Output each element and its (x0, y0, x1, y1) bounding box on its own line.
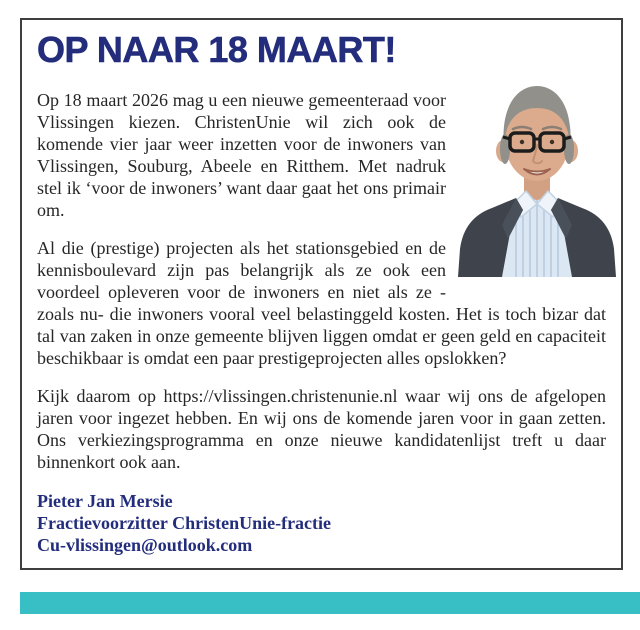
signature-email: Cu-vlissingen@outlook.com (37, 535, 253, 555)
portrait-photo (458, 77, 616, 277)
signature-name: Pieter Jan Mersie (37, 491, 173, 511)
paragraph-intro: Op 18 maart 2026 mag u een nieuwe gemeenteraad voor Vlissingen kiezen. ChristenUnie wil zich ook de komende vier jaar weer inzetten voor de inwoners van Vlissingen, Souburg, Abeele en Ritthem. Met nadruk stel ik ‘voor de inwoners’ want daar gaat het ons primair om. (37, 90, 446, 220)
signature-role: Fractievoorzitter ChristenUnie-fractie (37, 513, 332, 533)
article-content (37, 89, 606, 556)
article-title: OP NAAR 18 MAART! (37, 29, 396, 70)
signature-block (37, 490, 606, 556)
teal-divider-bar (20, 592, 640, 614)
paragraph-website: Kijk daarom op https://vlissingen.christenunie.nl waar wij ons de afgelopen jaren voor ingezet hebben. En wij ons de komende jaren voor in gaan zetten. Ons verkiezingsprogramma en onze nieuwe kandidatenlijst treft u daar binnenkort ook aan. (37, 386, 606, 472)
paragraph-projects: Al die (prestige) projecten als het stationsgebied en de kennisboulevard zijn pas belangrijk als ze ook een voordeel opleveren voor de inwoners en niet als ze -zoals nu- die inwoners vooral veel belastinggeld kosten. Het is toch bizar dat tal van zaken in onze gemeente blijven liggen omdat er geen geld en capaciteit beschikbaar is omdat een paar prestigeprojecten alles opslokken? (37, 238, 606, 368)
article-box (20, 18, 623, 570)
portrait-photo-image (458, 77, 616, 277)
